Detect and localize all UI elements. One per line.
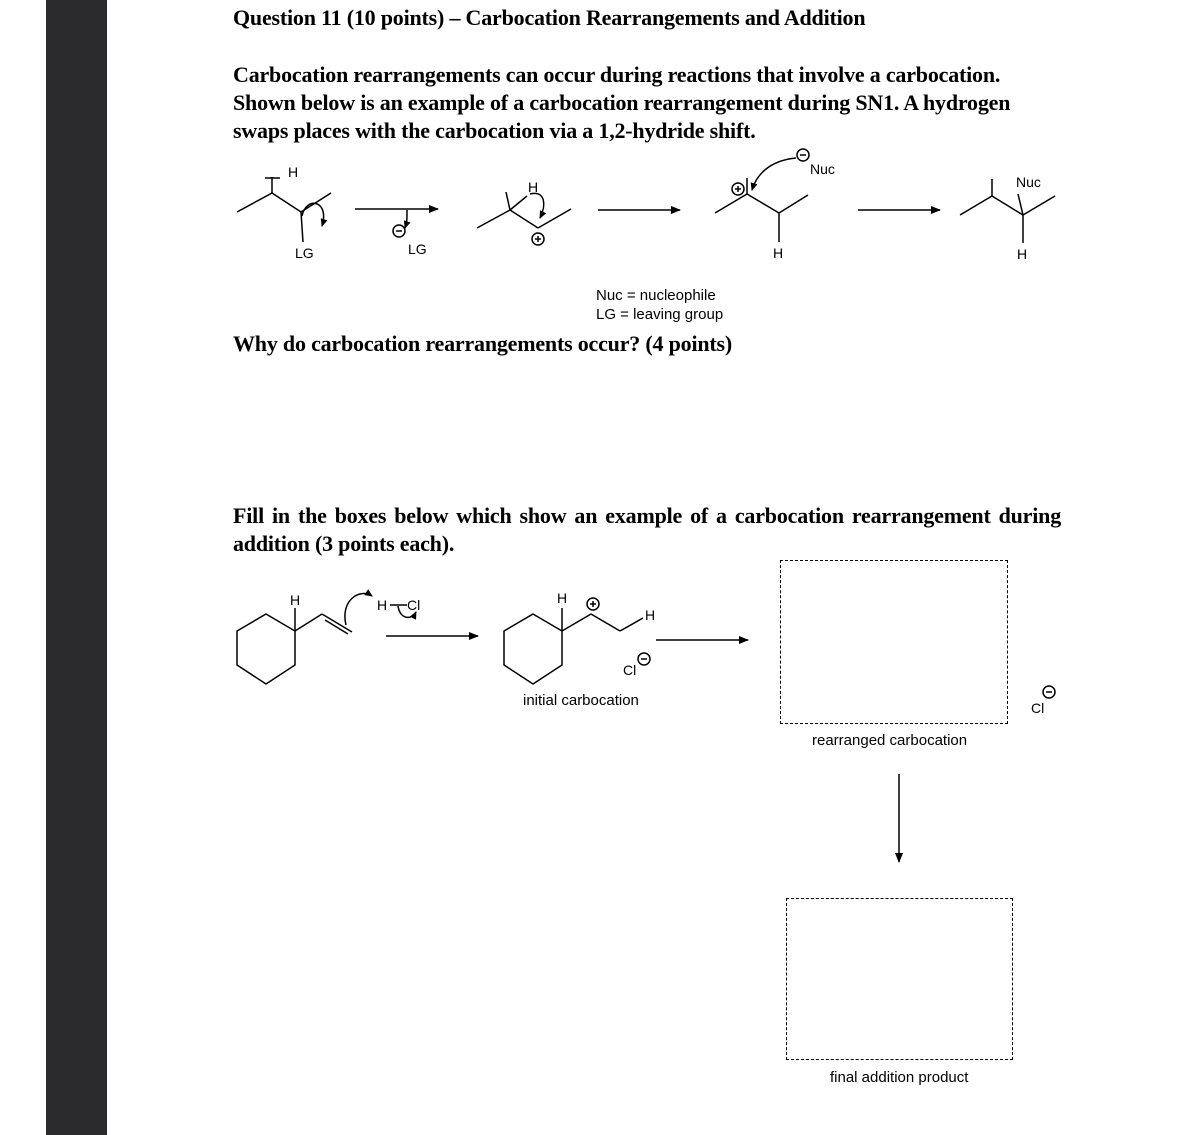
s1-h-label: H — [288, 164, 299, 180]
s2-chloride-label: Cl — [623, 662, 637, 678]
why-question: Why do carbocation rearrangements occur? (4 points) — [233, 331, 733, 356]
alkene-substrate — [237, 594, 372, 684]
s1-nuc-product-label: Nuc — [1016, 174, 1041, 190]
s1-nuc-label: Nuc — [810, 161, 835, 177]
final-product-caption: final addition product — [830, 1069, 969, 1086]
question-title: Question 11 (10 points) – Carbocation Rearrangements and Addition — [233, 5, 866, 30]
s1-h-label-3: H — [773, 245, 784, 261]
s2-h-label-2: H — [557, 590, 568, 606]
legend-nuc: Nuc = nucleophile — [596, 287, 716, 304]
final-product-box[interactable] — [786, 898, 1013, 1060]
fill-in-instructions: Fill in the boxes below which show an example of a carbocation rearrangement during addition (3 points each). — [233, 503, 1061, 556]
s2-chloride-label-2: Cl — [1031, 700, 1045, 716]
sn1-substrate — [237, 177, 331, 242]
initial-carbocation-caption: initial carbocation — [523, 692, 639, 709]
hcl-cl-label: Cl — [407, 597, 421, 613]
s1-h-label-4: H — [1017, 246, 1028, 262]
s1-lg-label: LG — [295, 245, 314, 261]
s2-h-label-3: H — [645, 607, 656, 623]
legend-lg: LG = leaving group — [596, 306, 724, 323]
chloride-anion-charge — [1043, 686, 1055, 698]
s1-h-label-2: H — [528, 179, 539, 195]
hcl-h-label: H — [377, 597, 388, 613]
s1-lg-leaving-label: LG — [408, 241, 427, 257]
sn1-carbocation-1 — [477, 192, 571, 245]
intro-paragraph: Carbocation rearrangements can occur during reactions that involve a carbocation. Shown below is an example of a carbocation rearrangement during SN1. A hydrogen swaps places with the carbocation via a 1,2-hydride shift. — [233, 62, 1011, 143]
sn1-carbocation-2 — [715, 149, 809, 242]
rearranged-carbocation-caption: rearranged carbocation — [812, 732, 968, 749]
rearranged-carbocation-box[interactable] — [780, 560, 1008, 724]
s2-h-label: H — [290, 592, 301, 608]
